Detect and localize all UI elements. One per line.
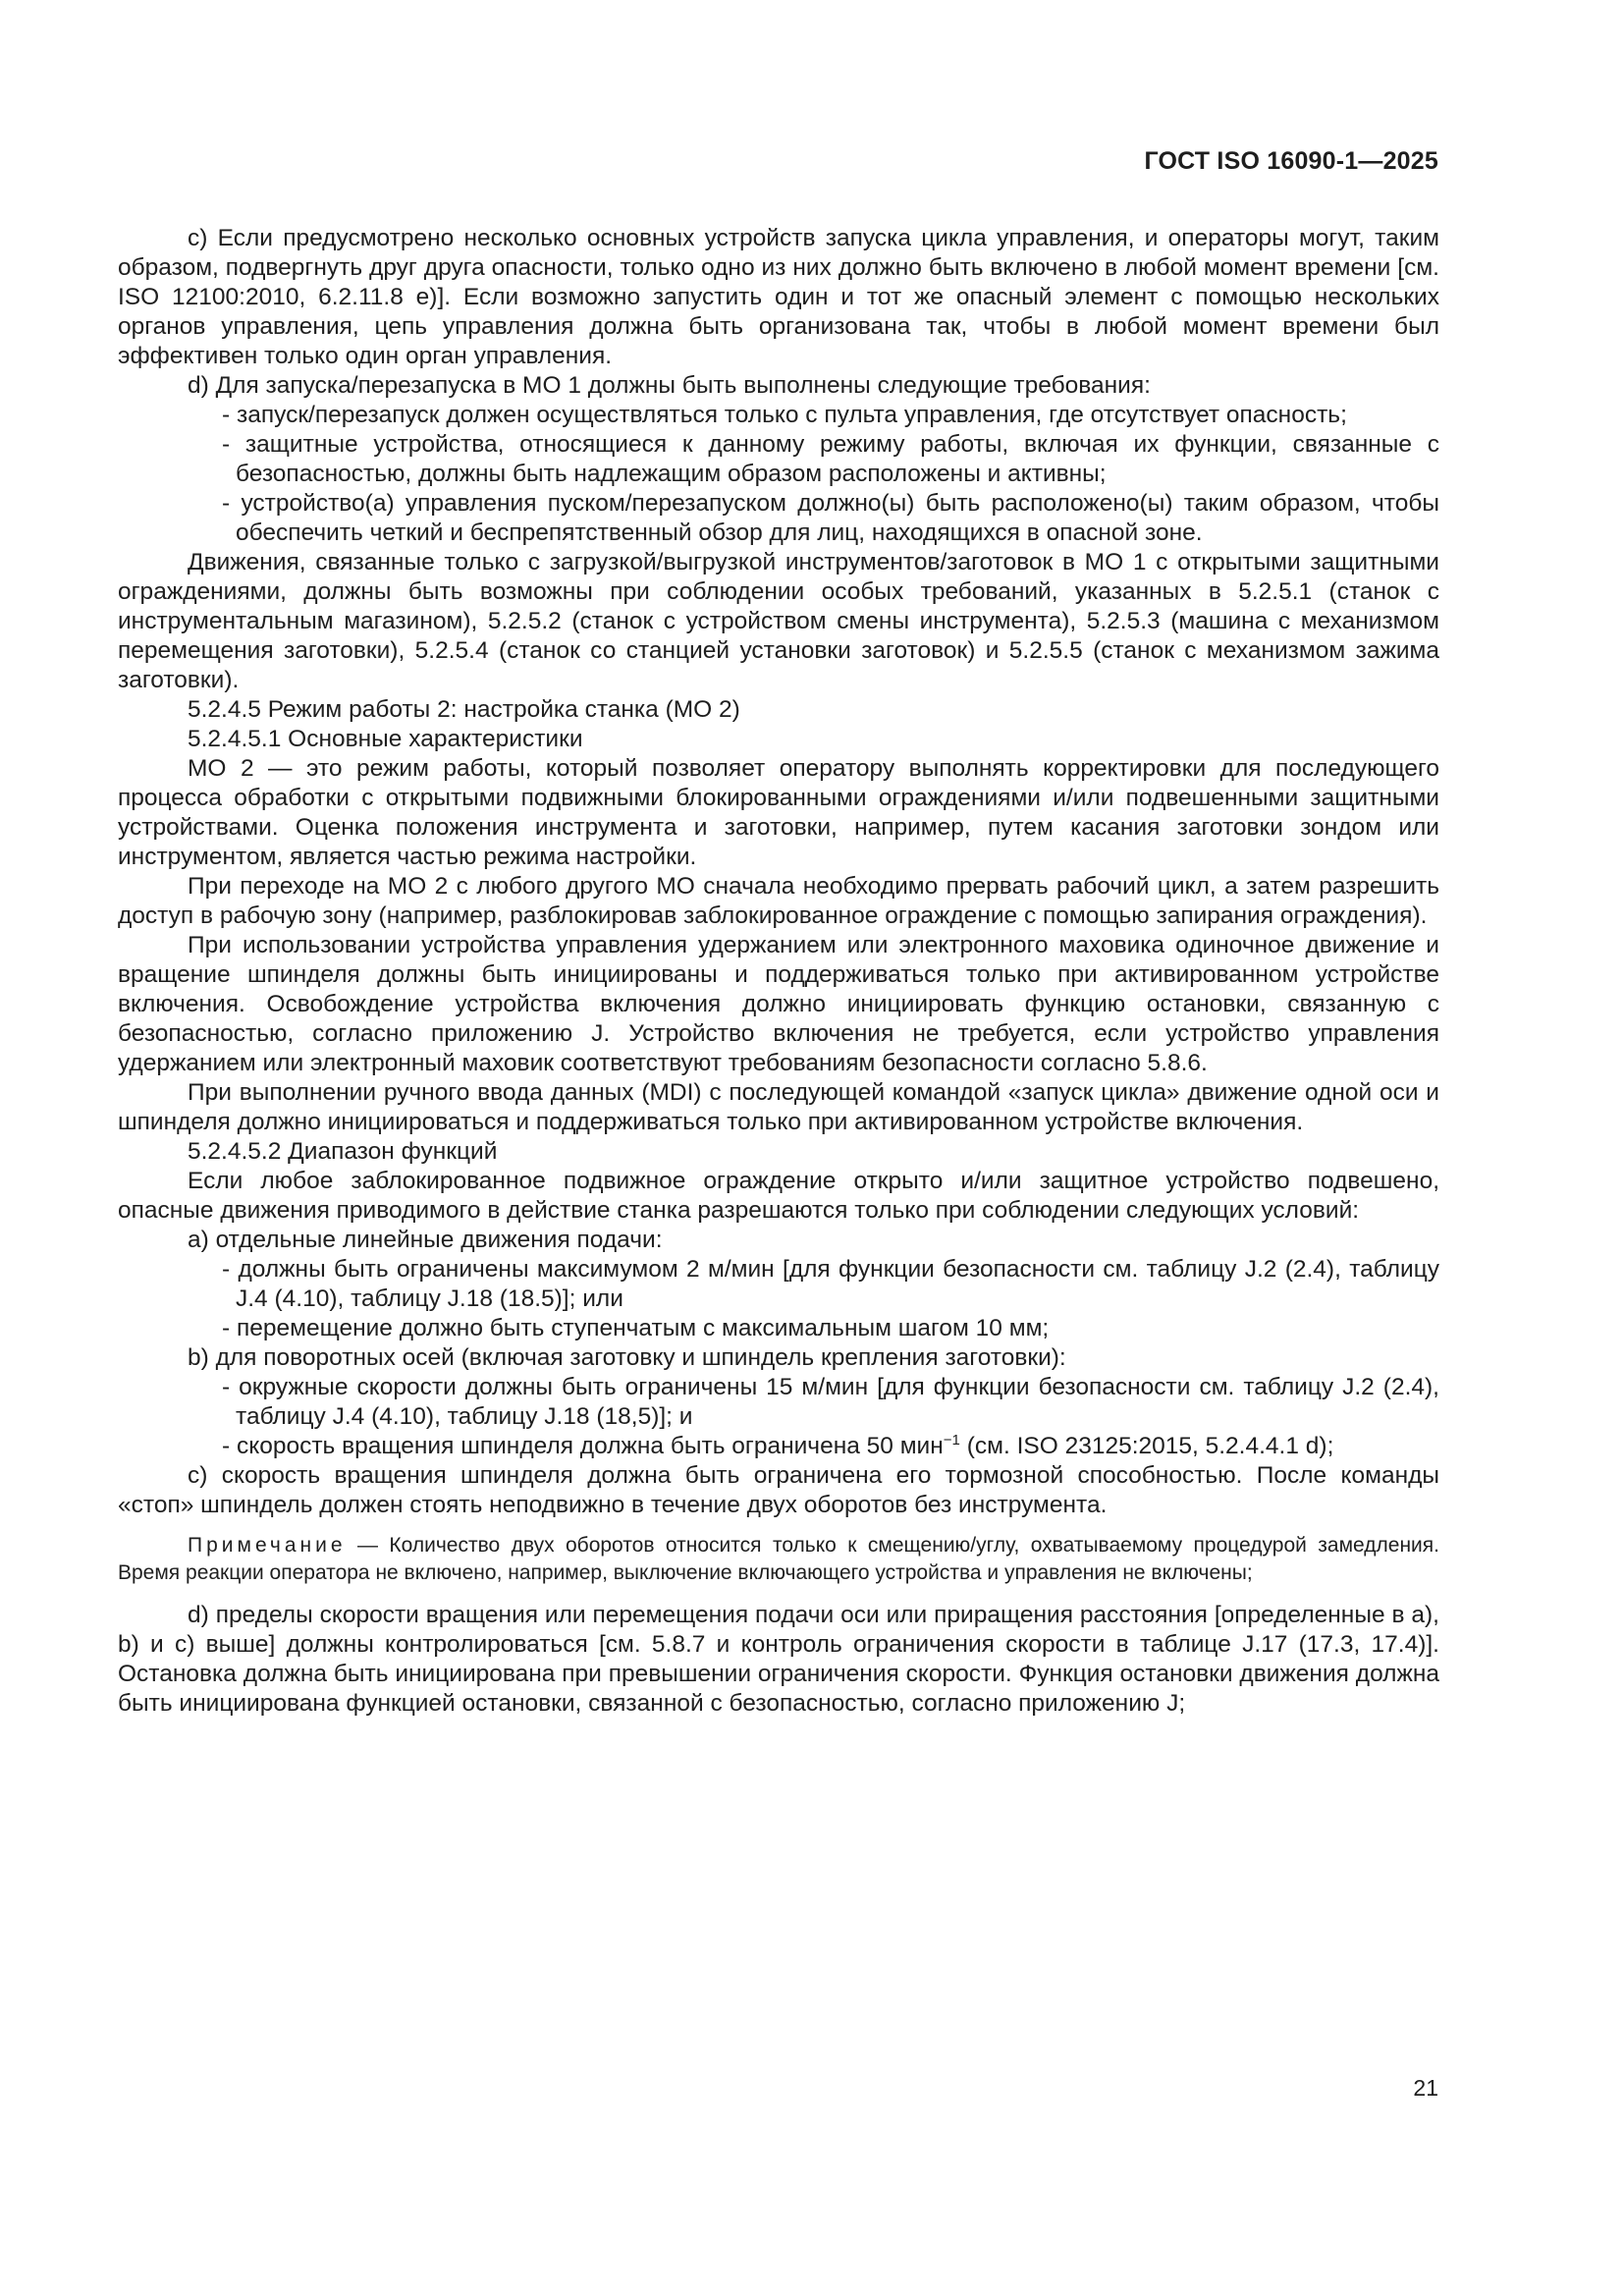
paragraph-hold-to-run-control: При использовании устройства управления удержанием или электронного маховика одиночное движение и вращение шпинделя должны быть инициированы и поддерживаться только при активированном устройстве включения. Освобождение устройства включения должно инициировать функцию остановки, связанную с безопасностью, согласно приложению J. Устройство включения не требуется, если устройство управления удержанием или электронный маховик соответствуют требованиям безопасности согласно 5.8.6. (118, 932, 1439, 1076)
note-text: — Количество двух оборотов относится только к смещению/углу, охватываемому процедурой замедления. Время реакции оператора не включено, например, выключение включающего устройства и управления не включены; (118, 1534, 1439, 1584)
list-item-control-device-position: - устройство(а) управления пуском/перезапуском должно(ы) быть расположено(ы) таким образом, чтобы обеспечить четкий и беспрепятственный обзор для лиц, находящихся в опасной зоне. (222, 490, 1439, 546)
rotation-speed-exponent: −1 (943, 1431, 960, 1449)
section-heading-5-2-4-5: 5.2.4.5 Режим работы 2: настройка станка (МО 2) (188, 696, 740, 723)
rotation-speed-text: - скорость вращения шпинделя должна быть ограничена 50 мин (222, 1433, 944, 1459)
paragraph-loading-movements: Движения, связанные только с загрузкой/выгрузкой инструментов/заготовок в МО 1 с открытыми защитными ограждениями, должны быть возможны при соблюдении особых требований, указанных в 5.2.5.1 (станок с инструментальным магазином), 5.2.5.2 (станок с устройством смены инструмента), 5.2.5.3 (машина с механизмом перемещения заготовки), 5.2.5.4 (станок со станцией установки заготовок) и 5.2.5.5 (станок с механизмом зажима заготовки). (118, 549, 1439, 693)
list-item-b-rotary-axes: b) для поворотных осей (включая заготовку и шпиндель крепления заготовки): (188, 1344, 1066, 1371)
document-body (118, 224, 1439, 1719)
paragraph-mo2-transition: При переходе на МО 2 с любого другого МО сначала необходимо прервать рабочий цикл, а затем разрешить доступ в рабочую зону (например, разблокировав заблокированное ограждение с помощью запирания ограждения). (118, 873, 1439, 929)
paragraph-c-spindle-braking: c) скорость вращения шпинделя должна быть ограничена его тормозной способностью. После команды «стоп» шпиндель должен стоять неподвижно в течение двух оборотов без инструмента. (118, 1462, 1439, 1518)
list-item-incremental-step: - перемещение должно быть ступенчатым с максимальным шагом 10 мм; (222, 1315, 1050, 1341)
paragraph-c-start-devices: c) Если предусмотрено несколько основных устройств запуска цикла управления, и операторы могут, таким образом, подвергнуть друг друга опасности, только одно из них должно быть включено в любой момент времени [см. ISO 12100:2010, 6.2.11.8 e)]. Если возможно запустить один и тот же опасный элемент с помощью нескольких органов управления, цепь управления должна быть организована так, чтобы в любой момент времени был эффективен только один орган управления. (118, 225, 1439, 369)
list-item-max-feed-rate: - должны быть ограничены максимумом 2 м/мин [для функции безопасности см. таблицу J.2 (2.4), таблицу J.4 (4.10), таблицу J.18 (18.5)]; или (222, 1256, 1439, 1312)
document-code-header: ГОСТ ISO 16090-1—2025 (1144, 147, 1438, 175)
section-heading-5-2-4-5-1: 5.2.4.5.1 Основные характеристики (188, 726, 583, 752)
list-item-peripheral-speed: - окружные скорости должны быть ограничены 15 м/мин [для функции безопасности см. таблицу J.2 (2.4), таблицу J.4 (4.10), таблицу J.18 (18,5)]; и (222, 1374, 1439, 1430)
paragraph-d-speed-monitoring: d) пределы скорости вращения или перемещения подачи оси или приращения расстояния [определенные в a), b) и c) выше] должны контролироваться [см. 5.8.7 и контроль ограничения скорости в таблице J.17 (17.3, 17.4)]. Остановка должна быть инициирована при превышении ограничения скорости. Функция остановки движения должна быть инициирована функцией остановки, связанной с безопасностью, согласно приложению J; (118, 1602, 1439, 1717)
note-label: Примечание (188, 1534, 347, 1557)
rotation-speed-reference: (см. ISO 23125:2015, 5.2.4.4.1 d); (959, 1433, 1334, 1459)
list-item-start-from-panel: - запуск/перезапуск должен осуществляться только с пульта управления, где отсутствует опасность; (222, 402, 1347, 428)
paragraph-d-restart-requirements: d) Для запуска/перезапуска в МО 1 должны быть выполнены следующие требования: (188, 372, 1151, 399)
list-item-rotation-speed (118, 1432, 1439, 1461)
paragraph-mo2-definition: МО 2 — это режим работы, который позволяет оператору выполнять корректировки для последующего процесса обработки с открытыми подвижными блокированными ограждениями и/или подвешенными защитными устройствами. Оценка положения инструмента и заготовки, например, путем касания заготовки зондом или инструментом, является частью режима настройки. (118, 755, 1439, 870)
note-block (118, 1532, 1439, 1587)
page-number: 21 (1413, 2075, 1438, 2101)
list-item-a-linear-feed: a) отдельные линейные движения подачи: (188, 1227, 663, 1253)
paragraph-mdi-input: При выполнении ручного ввода данных (MDI) с последующей командой «запуск цикла» движение одной оси и шпинделя должно инициироваться и поддерживаться только при активированном устройстве включения. (118, 1079, 1439, 1135)
paragraph-conditions-intro: Если любое заблокированное подвижное ограждение открыто и/или защитное устройство подвешено, опасные движения приводимого в действие станка разрешаются только при соблюдении следующих условий: (118, 1168, 1439, 1224)
list-item-protective-devices: - защитные устройства, относящиеся к данному режиму работы, включая их функции, связанные с безопасностью, должны быть надлежащим образом расположены и активны; (222, 431, 1439, 487)
section-heading-5-2-4-5-2: 5.2.4.5.2 Диапазон функций (188, 1138, 498, 1165)
